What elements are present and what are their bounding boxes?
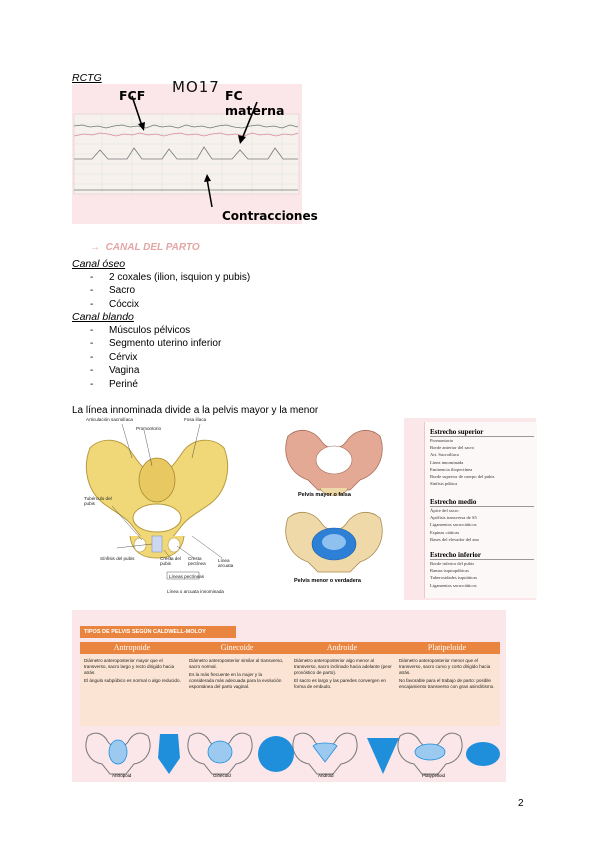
caption-platypelloid: Platypelloid [422,773,446,778]
canal-oseo-title: Canal óseo [72,258,126,270]
list-item: Espinas ciáticas [430,529,460,535]
arrow-icon: → [90,242,100,253]
list-item: - Segmento uterino inferior [90,338,222,350]
canal-blando-list [90,324,350,391]
list-item: Bases del elevador del ano [430,536,479,542]
label-cresta: Cresta del pubis [160,556,181,566]
fcf-label: FCF [119,88,146,103]
list-item: Línea innominada [430,459,464,465]
caption-antropoid: Antropoid [112,773,132,778]
list-item: - Músculos pélvicos [90,325,191,336]
list-item: - Cóccix [90,298,140,310]
innominada-statement: La línea innominada divide a la pelvis mayor y la menor [72,405,319,416]
list-item: Ápice del sacro [430,508,459,513]
caption-android: Android [318,773,334,778]
list-item: - Vagina [90,365,140,377]
canal-heading-wrap [90,242,200,253]
list-item: Ligamentos sacrociáticos [430,582,477,588]
canal-oseo-list [90,271,350,311]
pelvis-mayor-menor-illustration [280,418,388,588]
list-item: Eminencia iliopectínea [430,466,473,472]
estrechos-table [404,418,536,600]
list-item: Diámetro anteroposterior algo menor al transverso, sacro inclinado hacia adelante (peor pronóstico de parto). [294,658,392,675]
label-promontorio: Promontorio [136,426,162,431]
page-number: 2 [518,798,524,809]
pelvis-mayor-menor-figure [280,418,388,588]
label-art-sacro: Articulación sacroilíaca [86,417,133,422]
type-androide-bullets [294,658,392,690]
type-antropoide-bullets [84,658,182,684]
label-sinfisis: Sínfisis del pubis [100,556,135,561]
list-item: Ligamentos sacrociáticos [430,522,477,528]
list-item: Borde inferior del pubis [430,561,475,566]
list-item: Promontorio [430,438,454,443]
list-item: Borde superior de cuerpo del pubis [430,474,495,480]
label-cresta-pectinea: Cresta pectínea [188,556,206,566]
list-item: - Periné [90,378,138,390]
type-ginecoide-header: Ginecoide [220,643,254,652]
canal-heading: CANAL DEL PARTO [105,242,200,253]
list-item: - 2 coxales (ilion, isquion y pubis) [90,272,251,283]
label-lineas: Líneas pectíneas [169,574,204,579]
list-item: - Sacro [90,285,136,297]
list-item: El ángulo subpúbico es normal o algo reducido. [84,678,181,683]
type-platipeloide-bullets [399,658,497,690]
rctg-scribble: MO17 [172,78,220,96]
type-ginecoide-bullets [189,658,287,690]
list-item: Tuberosidades isquiáticas [430,575,478,581]
list-item: Sínfisis púbica [430,481,458,487]
list-item: Apófisis transversa de S5 [430,515,477,521]
pelvis-anatomy-figure [72,418,242,600]
fc-materna-label: FC materna [225,88,285,118]
rctg-heading: RCTG [72,72,102,84]
type-platipeloide-header: Platipeloide [427,643,467,652]
canal-blando-title: Canal blando [72,311,134,323]
list-item: No favorable para el trabajo de parto: posible encajamiento transverso con gran asinclitismo. [399,678,495,689]
label-innominada: Línea o arcuata innominada [167,589,224,594]
contracciones-label: Contracciones [222,209,318,223]
list-item: El sacro es largo y las paredes convergen en forma de embudo. [294,678,386,689]
caldwell-moloy-figure [72,610,506,782]
estrecho-medio: Estrecho medio Ápice del sacro Apófisis transversa de S5 Ligamentos sacrociáticos Espinas ciáticas Bases del elevador del ano [430,498,534,543]
list-item: Borde anterior del sacro [430,445,475,451]
pelvis-menor-caption: Pelvis menor o verdadera [294,578,361,584]
list-item: Es la más frecuente en la mujer y la considerada más adecuada para la evolución espontánea del parto vaginal. [189,672,282,689]
estrecho-superior: Estrecho superior Promontorio Borde anterior del sacro Art. Sacroilíaca Línea innominada Eminencia iliopectínea Borde superior de cuerpo del pubis Sínfisis púbica [430,428,534,487]
list-item: Diámetro anteroposterior mayor que el transverso, sacro largo y recto dirigido hacia atrás. [84,658,175,675]
type-androide-header: Androide [326,643,358,652]
caldwell-title: TIPOS DE PELVIS SEGÚN CALDWELL-MOLOY [80,626,236,638]
list-item: Art. Sacroilíaca [430,452,459,458]
label-fosa-iliaca: Fosa ilíaca [184,417,207,422]
pelvis-bone-illustration [72,418,242,600]
list-item: Ramas isquiopúbicas [430,568,469,574]
caption-ginecoid: Ginecoid [213,773,231,778]
pelvis-mayor-caption: Pelvis mayor o falsa [298,492,351,498]
list-item: - Cérvix [90,351,138,363]
type-antropoide-header: Antropoide [113,643,151,652]
list-item: Diámetro anteroposterior menor que el transverso, sacro curvo y corto dirigido hacia atrás. [399,658,491,675]
estrecho-inferior: Estrecho inferior Borde inferior del pubis Ramas isquiopúbicas Tuberosidades isquiáticas Ligamentos sacrociáticos [430,551,534,589]
list-item: Diámetro anteroposterior similar al transverso, sacro normal. [189,658,284,669]
label-arcuata: Línea arcuata [218,558,234,568]
label-tuberculo: Tubérculo del pubis [84,496,112,506]
